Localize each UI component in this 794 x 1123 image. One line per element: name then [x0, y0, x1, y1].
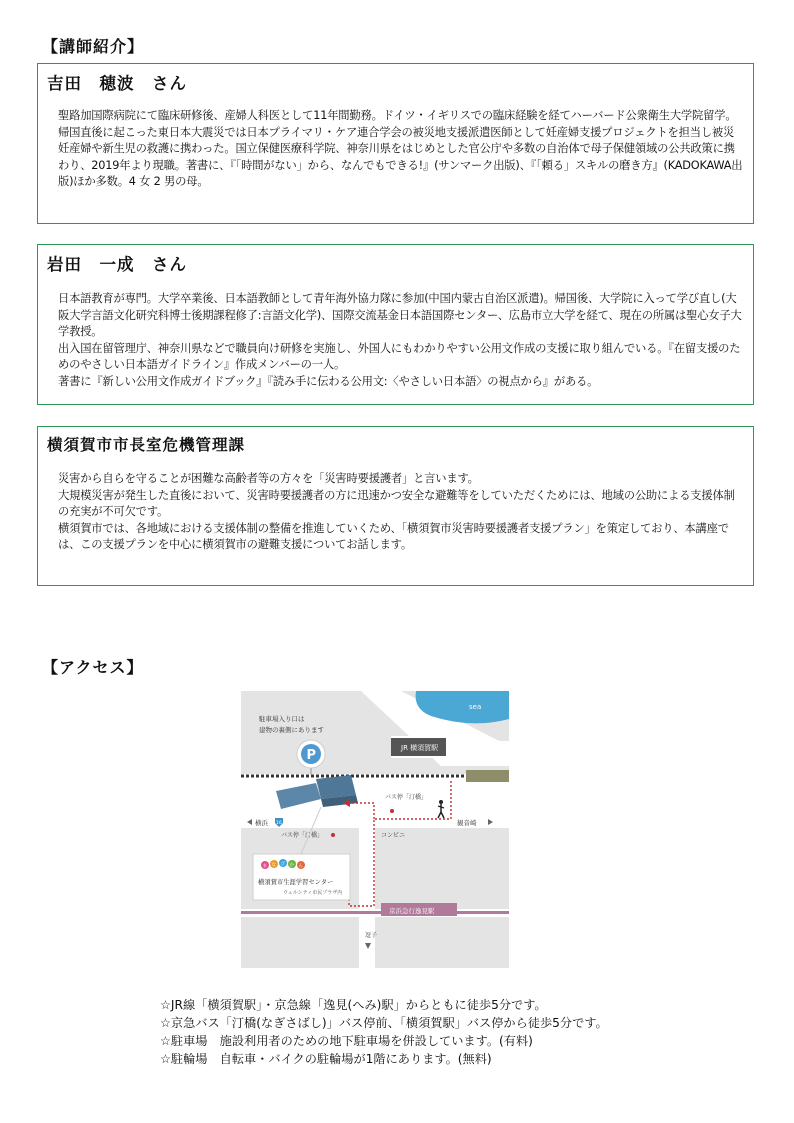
bio-paragraph: 日本語教育が専門。大学卒業後、日本語教師として青年海外協力隊に参加(中国内蒙古自治区派遣)。帰国後、大学院に入って学び直し(大阪大学言語文化研究科博士後期課程修了:言語文化学)、国際交流基金日本語国際センター、広島市立大学を経て、現在の所属は聖心女子大学教授。	[58, 292, 742, 339]
center-name-label: 横須賀市生涯学習センター	[258, 879, 334, 886]
instructor-card-iwata	[37, 244, 754, 405]
instructor-name: 岩田 一成 さん	[47, 255, 187, 274]
kannonzaki-label: 観音崎	[457, 819, 477, 827]
jr-station-label: JR 横須賀駅	[401, 744, 439, 752]
access-heading: 【アクセス】	[42, 658, 144, 677]
access-line-parking: ☆駐車場 施設利用者のための地下駐車場を併設しています。(有料)	[160, 1034, 533, 1048]
keikyu-railway	[241, 911, 509, 914]
instructors-heading: 【講師紹介】	[42, 37, 145, 56]
svg-text:ま: ま	[262, 864, 267, 869]
bio-paragraph: 大規模災害が発生した直後において、災害時要援護者の方に迅速かつ安全な避難等をしていただくためには、地域の公助による支援体制の充実が不可欠です。	[58, 488, 735, 519]
access-line-bus: ☆京急バス「汀橋(なぎさばし)」バス停前、「横須賀駅」バス停から徒歩5分です。	[160, 1016, 608, 1030]
svg-text:び: び	[280, 862, 285, 867]
instructor-name: 横須賀市市長室危機管理課	[47, 436, 246, 454]
convenience-label: コンビニ	[381, 832, 406, 839]
parking-symbol: P	[306, 748, 317, 763]
zushi-label: 逗子	[365, 932, 378, 939]
bus-stop-left-label: バス停「汀橋」	[281, 832, 324, 839]
yokohama-label: 横浜	[255, 819, 268, 827]
bus-stop-top-label: バス停「汀橋」	[385, 794, 428, 801]
svg-text:か: か	[289, 863, 294, 868]
instructor-bio	[58, 471, 743, 554]
access-info-list	[160, 996, 608, 1068]
parking-note-line2: 建物の裏側にあります	[259, 726, 324, 734]
map-graphic	[241, 691, 509, 968]
bio-paragraph: 横須賀市では、各地域における支援体制の整備を推進していくため、「横須賀市災害時要援護者支援プラン」を策定しており、本講座では、この支援プランを中心に横須賀市の避難支援についてお話します。	[58, 521, 729, 552]
instructor-bio	[58, 291, 743, 391]
keikyu-station-label: 京浜急行逸見駅	[389, 907, 435, 915]
access-line-bicycle: ☆駐輪場 自転車・バイクの駐輪場が1階にあります。(無料)	[160, 1052, 492, 1066]
route16-label: 16	[276, 821, 282, 826]
bio-paragraph: 出入国在留管理庁、神奈川県などで職員向け研修を実施し、外国人にもわかりやすい公用文作成の支援に取り組んでいる。『在留支援のためのやさしい日本語ガイドライン』作成メンバーの一人。	[58, 341, 741, 372]
sea-label: sea	[469, 703, 482, 711]
instructor-bio	[58, 108, 743, 191]
access-map	[241, 691, 509, 968]
bio-paragraph: 災害から自らを守ることが困難な高齢者等の方々を「災害時要援護者」と言います。	[58, 472, 479, 485]
bus-stop-left-marker	[331, 833, 335, 837]
svg-text:な: な	[271, 863, 276, 868]
instructor-card-crisis-management	[37, 426, 754, 586]
bio-paragraph: 聖路加国際病院にて臨床研修後、産婦人科医として11年間勤務。ドイツ・イギリスでの臨床経験を経てハーバード公衆衛生大学院留学。帰国直後に起こった東日本大震災では日本プライマリ・ケア連合学会の被災地支援派遣医師として妊産婦支援プロジェクトを担当し被災妊産婦や新生児の救護に携わった。国立保健医療科学院、神奈川県をはじめとした官公庁や多数の自治体で母子保健領域の公共政策に携わり、2019年より現職。著書に、『「時間がない」から、なんでもできる!』(サンマーク出版)、『「頼る」スキルの磨き方』(KADOKAWA出版)ほか多数。4 女 2 男の母。	[58, 109, 743, 189]
bus-stop-top-marker	[390, 809, 394, 813]
parking-note-line1: 駐車場入り口は	[259, 715, 305, 723]
center-sub-label: ウェルシティ市民プラザ内	[283, 890, 343, 896]
instructor-name: 吉田 穂波 さん	[47, 74, 187, 93]
instructor-card-yoshida	[37, 63, 754, 224]
svg-text:ん: ん	[298, 864, 303, 869]
access-line-train: ☆JR線「横須賀駅」・京急線「逸見(へみ)駅」からともに徒歩5分です。	[160, 998, 547, 1012]
bio-paragraph: 著書に『新しい公用文作成ガイドブック』『読み手に伝わる公用文:〈やさしい日本語〉の視点から』がある。	[58, 374, 599, 388]
